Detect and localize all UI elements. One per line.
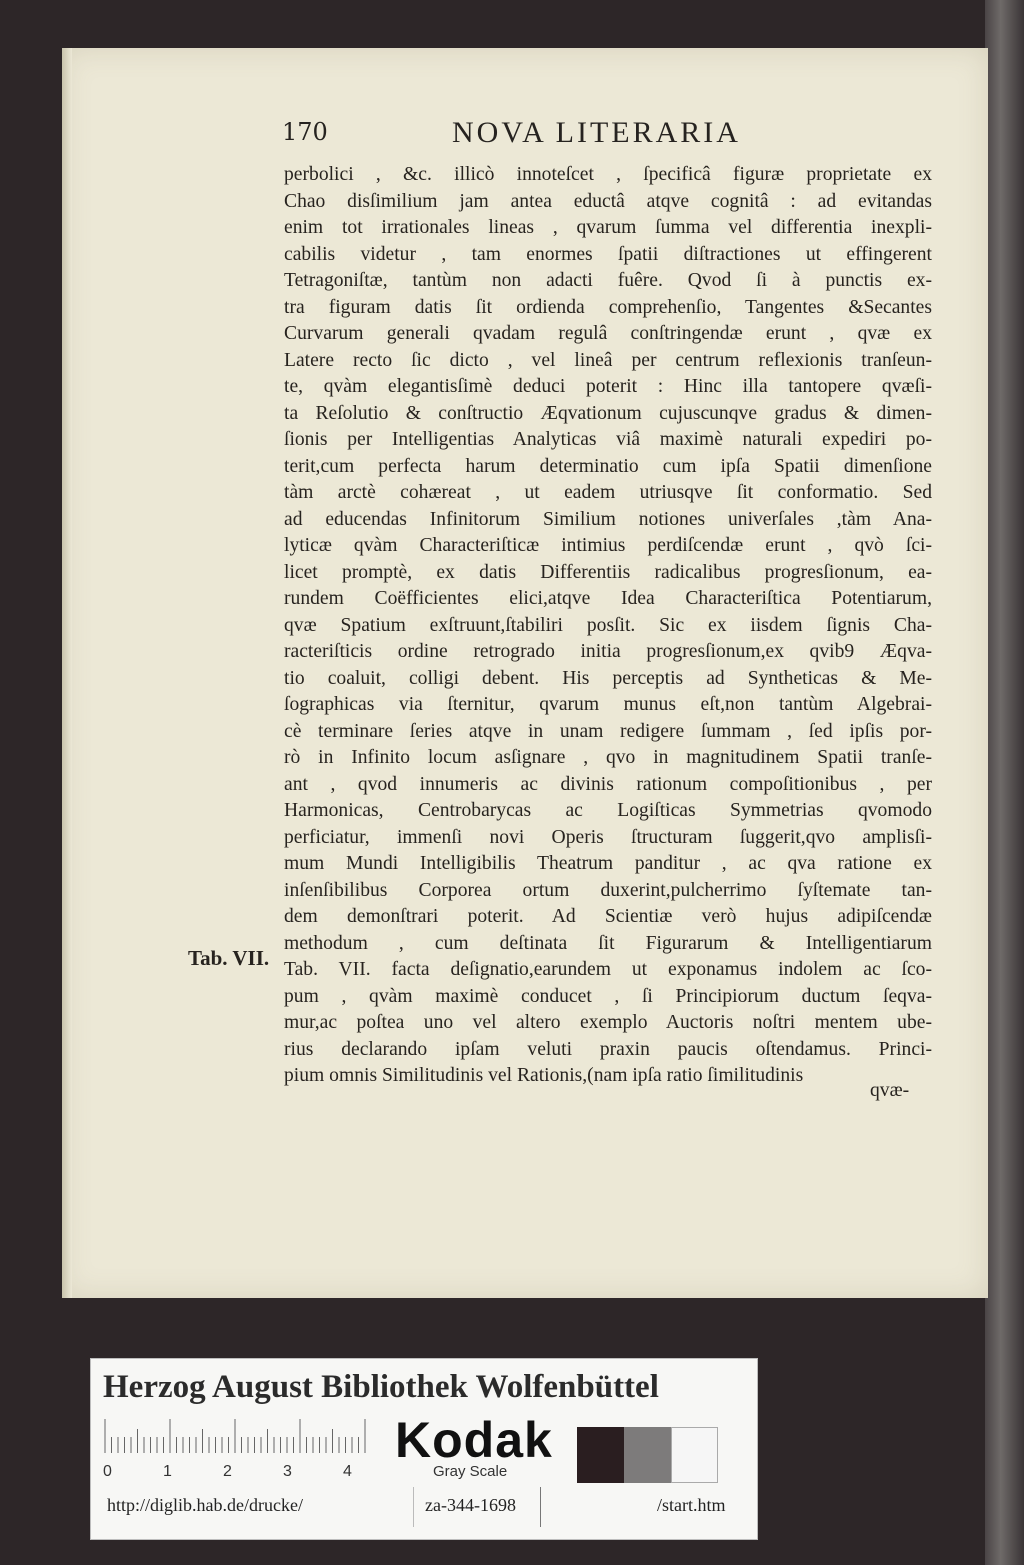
text-line: Chao disſimilium jam antea eductâ atqve cognitâ : ad evitandas (284, 190, 932, 212)
ruler-ticks (103, 1419, 371, 1453)
text-line: mur,ac poſtea uno vel altero exemplo Auctoris noſtri mentem ube- (284, 1012, 932, 1033)
running-title: NOVA LITERARIA (452, 116, 741, 149)
text-line: Curvarum generali qvadam regulâ conſtringendæ erunt , qvæ ex (284, 323, 932, 344)
ruler-number-0: 0 (103, 1463, 112, 1480)
text-line: te, qvàm elegantisſimè deduci poterit : Hinc illa tantopere qvæſi- (284, 376, 932, 397)
text-line: Harmonicas, Centrobarycas ac Logiſticas Symmetrias qvomodo (284, 800, 932, 821)
gray-scale-label: Gray Scale (433, 1463, 508, 1480)
library-label-card (90, 1358, 758, 1540)
text-line: licet promptè, ex datis Differentiis radicalibus progresſionum, ea- (284, 561, 932, 583)
text-line: ant , qvod innumeris ac divinis rationum compoſitionibus , per (284, 773, 932, 795)
text-line: mum Mundi Intelligibilis Theatrum panditur , ac qva ratione ex (284, 853, 932, 874)
swatch-white (671, 1427, 718, 1483)
book-page (62, 48, 988, 1298)
text-line: ad educendas Infinitorum Similium notiones univerſales ,tàm Ana- (284, 508, 932, 530)
text-line: cabilis videtur , tam enormes ſpatii diſtractiones ut effingerent (284, 243, 932, 265)
text-line: Latere recto ſic dicto , vel lineâ per centrum reflexionis tranſeun- (284, 349, 932, 371)
text-line: ta Reſolutio & conſtructio Æqvationum cujuscunqve gradus & dimen- (284, 402, 932, 424)
ruler-number-2: 2 (223, 1463, 232, 1480)
marginal-note: Tab. VII. (188, 946, 270, 970)
text-line: perbolici , &c. illicò innoteſcet , ſpecificâ figuræ proprietate ex (284, 164, 932, 185)
swatch-gray (624, 1427, 671, 1483)
text-line: tra figuram datis ſit ordienda comprehenſio, Tangentes &Secantes (284, 296, 932, 318)
text-line: lyticæ qvàm Characteriſticæ intimius perdiſcendæ erunt , qvò ſci- (284, 535, 932, 556)
text-line: perficiatur, immenſi novi Operis ſtructuram ſuggerit,qvo amplisſi- (284, 826, 932, 848)
text-line: Tetragoniſtæ, tantùm non adacti fuêre. Qvod ſi à punctis ex- (284, 270, 932, 291)
ruler-number-1: 1 (163, 1463, 172, 1480)
shelfmark: za-344-1698 (425, 1495, 516, 1515)
scale-ruler (103, 1419, 371, 1453)
text-line: tio coaluit, colligi debent. His perceptis ad Syntheticas & Me- (284, 667, 932, 689)
text-line: enim tot irrationales lineas , qvarum ſumma vel differentia inexpli- (284, 217, 932, 238)
start-link-text: /start.htm (657, 1495, 726, 1515)
text-line: inſenſibilibus Corporea ortum duxerint,pulcherrimo ſyſtemate tan- (284, 879, 932, 901)
text-line: ſionis per Intelligentias Analyticas viâ maximè naturali expediri po- (284, 429, 932, 450)
text-line: dem demonſtrari poterit. Ad Scientiæ verò hujus adipiſcendæ (284, 906, 932, 927)
text-line: qvæ Spatium exſtruunt,ſtabiliri posſit. Sic ex iisdem ſignis Cha- (284, 614, 932, 636)
swatch-dark (577, 1427, 624, 1483)
text-line: Tab. VII. facta deſignatio,earundem ut exponamus indolem ac ſco- (284, 959, 932, 980)
text-line: pum , qvàm maximè conducet , ſi Principiorum ductum ſeqva- (284, 985, 932, 1007)
text-line: cè terminare ſeries atqve in unam redigere ſummam , ſed ipſis por- (284, 720, 932, 742)
page-gutter-shadow (62, 48, 72, 1298)
text-line: rundem Coëfficientes elici,atqve Idea Characteriſtica Potentiarum, (284, 588, 932, 609)
kodak-logo: Kodak (395, 1412, 553, 1468)
ruler-number-3: 3 (283, 1463, 292, 1480)
text-line: methodum , cum deſtinata ſit Figurarum & Intelligentiarum (284, 932, 932, 954)
digilib-url: http://diglib.hab.de/drucke/ (107, 1495, 303, 1515)
text-line: terit,cum perfecta harum determinatio cum ipſa Spatii dimenſione (284, 455, 932, 477)
body-text (284, 162, 932, 1090)
library-name: Herzog August Bibliothek Wolfenbüttel (103, 1369, 659, 1405)
running-head (282, 116, 802, 156)
text-line: ſographicas via ſternitur, qvarum munus eſt,non tantùm Algebrai- (284, 694, 932, 715)
page-number: 170 (282, 118, 328, 146)
text-line: racteriſticis ordine retrogrado initia progresſionum,ex qvib9 Æqva- (284, 641, 932, 662)
catchword: qvæ- (870, 1080, 910, 1101)
text-line: rius declarando ipſam veluti praxin paucis oſtendamus. Princi- (284, 1038, 932, 1060)
adjacent-page-edge (985, 0, 1024, 1565)
text-line: rò in Infinito locum asſignare , qvo in magnitudinem Spatii tranſe- (284, 747, 932, 768)
text-line: tàm arctè cohæreat , ut eadem utriusqve ſit conformatio. Sed (284, 482, 932, 503)
ruler-number-4: 4 (343, 1463, 352, 1480)
text-line: pium omnis Similitudinis vel Rationis,(nam ipſa ratio ſimilitudinis (284, 1065, 804, 1086)
